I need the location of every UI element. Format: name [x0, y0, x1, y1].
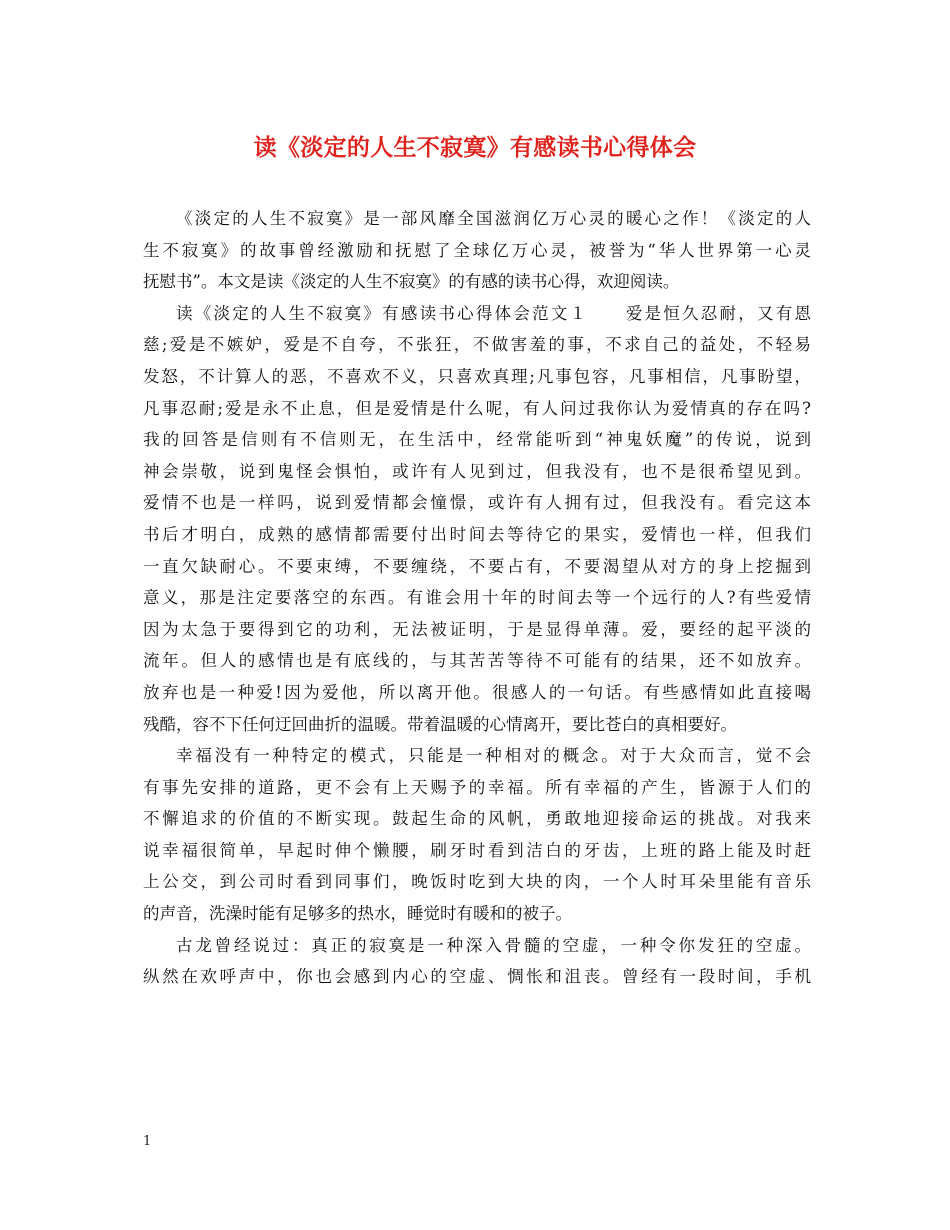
text-line: 读《淡定的人生不寂寞》有感读书心得体会范文１ 爱是恒久忍耐，又有恩: [176, 303, 811, 323]
page-number: 1: [143, 1134, 152, 1149]
text-line: 一直欠缺耐心。不要束缚，不要缠绕，不要占有，不要渴望从对方的身上挖掘到: [143, 556, 811, 576]
text-line: 抚慰书”。本文是读《淡定的人生不寂寞》的有感的读书心得，欢迎阅读。: [143, 272, 680, 292]
text-line: 书后才明白，成熟的感情都需要付出时间去等待它的果实，爱情也一样，但我们: [143, 524, 811, 544]
text-line: 纵然在欢呼声中，你也会感到内心的空虚、惆怅和沮丧。曾经有一段时间，手机: [143, 967, 811, 987]
text-line: 古龙曾经说过：真正的寂寞是一种深入骨髓的空虚，一种令你发狂的空虚。: [176, 935, 811, 955]
text-line: 慈;爱是不嫉妒，爱是不自夸，不张狂，不做害羞的事，不求自己的益处，不轻易: [143, 335, 811, 355]
text-line: 的声音，洗澡时能有足够多的热水，睡觉时有暖和的被子。: [143, 904, 572, 924]
text-line: 上公交，到公司时看到同事们，晚饭时吃到大块的肉，一个人时耳朵里能有音乐: [143, 872, 811, 892]
text-line: 爱情不也是一样吗，说到爱情都会憧憬，或许有人拥有过，但我没有。看完这本: [143, 493, 811, 513]
text-line: 不懈追求的价值的不断实现。鼓起生命的风帆，勇敢地迎接命运的挑战。对我来: [143, 809, 811, 829]
text-line: 残酷，容不下任何迂回曲折的温暖。带着温暖的心情离开，要比苍白的真相要好。: [143, 714, 737, 734]
text-line: 放弃也是一种爱!因为爱他，所以离开他。很感人的一句话。有些感情如此直接喝: [143, 682, 811, 702]
text-line: 我的回答是信则有不信则无，在生活中，经常能听到“神鬼妖魔”的传说，说到: [143, 430, 811, 450]
text-line: 《淡定的人生不寂寞》是一部风靡全国滋润亿万心灵的暖心之作！《淡定的人: [176, 209, 811, 228]
document-body: [143, 203, 811, 993]
text-line: 生不寂寞》的故事曾经激励和抚慰了全球亿万心灵，被誉为“华人世界第一心灵: [143, 240, 811, 260]
text-line: 凡事忍耐;爱是永不止息，但是爱情是什么呢，有人问过我你认为爱情真的存在吗?: [143, 398, 811, 418]
text-line: 因为太急于要得到它的功利，无法被证明，于是显得单薄。爱，要经的起平淡的: [143, 619, 811, 639]
page-title: 读《淡定的人生不寂寞》有感读书心得体会: [253, 134, 697, 161]
text-line: 发怒，不计算人的恶，不喜欢不义，只喜欢真理;凡事包容，凡事相信，凡事盼望，: [143, 366, 811, 386]
text-line: 说幸福很简单，早起时伸个懒腰，刷牙时看到洁白的牙齿，上班的路上能及时赶: [143, 840, 811, 860]
text-line: 幸福没有一种特定的模式，只能是一种相对的概念。对于大众而言，觉不会: [176, 746, 811, 766]
text-line: 有事先安排的道路，更不会有上天赐予的幸福。所有幸福的产生，皆源于人们的: [143, 777, 811, 797]
text-line: 意义，那是注定要落空的东西。有谁会用十年的时间去等一个远行的人?有些爱情: [143, 588, 811, 608]
text-line: 流年。但人的感情也是有底线的，与其苦苦等待不可能有的结果，还不如放弃。: [143, 651, 811, 671]
text-line: 神会崇敬，说到鬼怪会惧怕，或许有人见到过，但我没有，也不是很希望见到。: [143, 461, 811, 481]
